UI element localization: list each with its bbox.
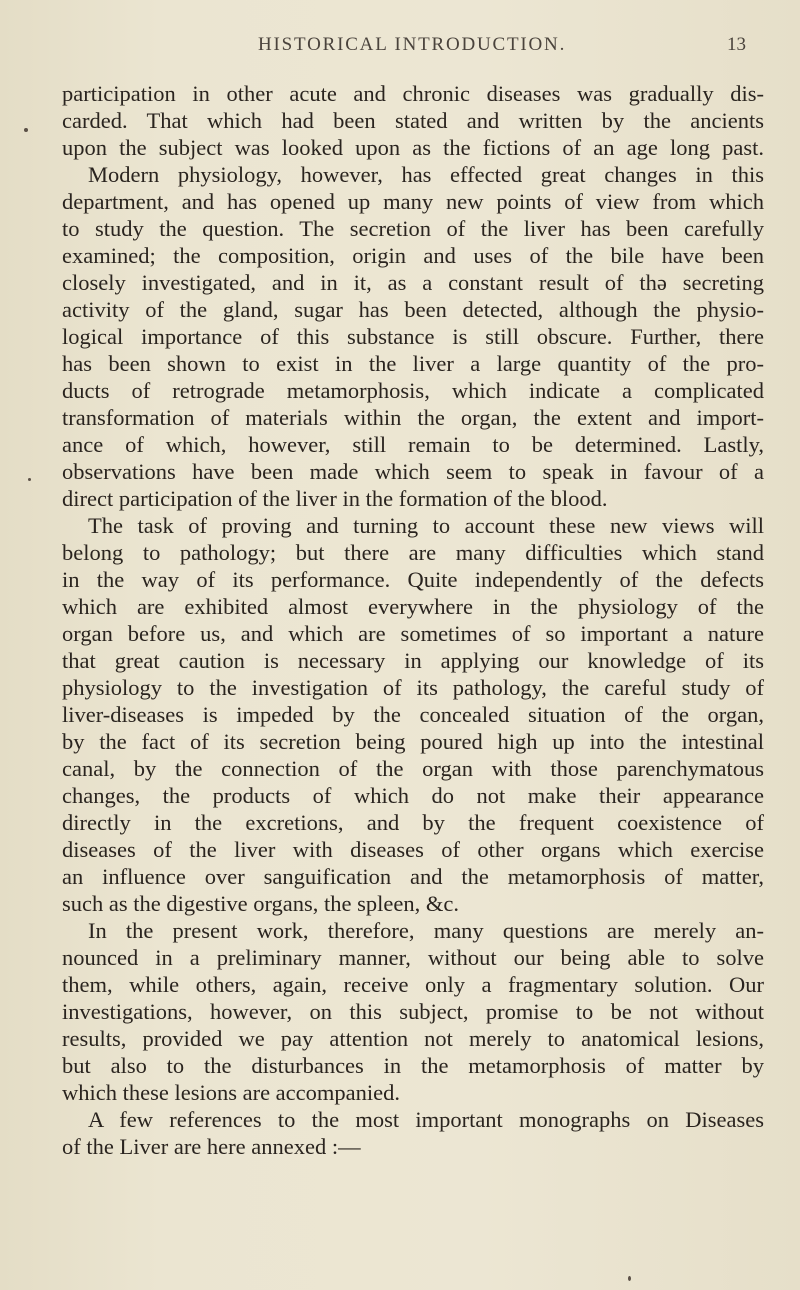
margin-speck <box>28 478 31 481</box>
text-line: ducts of retrograde metamorphosis, which indicate a complicated <box>62 378 764 403</box>
text-line: diseases of the liver with diseases of other organs which exercise <box>62 837 764 862</box>
text-line: physiology to the investigation of its pathology, the careful study of <box>62 675 764 700</box>
page-number: 13 <box>727 34 746 55</box>
text-line: of the Liver are here annexed :— <box>62 1134 361 1159</box>
text-line: to study the question. The secretion of the liver has been carefully <box>62 216 764 241</box>
text-line: organ before us, and which are sometimes of so important a nature <box>62 621 764 646</box>
page-header <box>0 34 800 64</box>
text-line: direct participation of the liver in the formation of the blood. <box>62 486 608 511</box>
text-line: canal, by the connection of the organ with those parenchymatous <box>62 756 764 781</box>
text-line: nounced in a preliminary manner, without our being able to solve <box>62 945 764 970</box>
text-line: Modern physiology, however, has effected great changes in this <box>88 162 764 187</box>
text-line: which these lesions are accompanied. <box>62 1080 400 1105</box>
margin-speck <box>24 128 28 132</box>
text-line: The task of proving and turning to account these new views will <box>88 513 764 538</box>
text-line: A few references to the most important monographs on Diseases <box>88 1107 764 1132</box>
text-line: upon the subject was looked upon as the fictions of an age long past. <box>62 135 764 160</box>
text-line: activity of the gland, sugar has been detected, although the physio- <box>62 297 764 322</box>
text-line: in the way of its performance. Quite independently of the defects <box>62 567 764 592</box>
text-line: an influence over sanguification and the metamorphosis of matter, <box>62 864 764 889</box>
text-line: has been shown to exist in the liver a large quantity of the pro- <box>62 351 764 376</box>
text-line: observations have been made which seem to speak in favour of a <box>62 459 764 484</box>
running-head: HISTORICAL INTRODUCTION. <box>258 34 567 55</box>
text-line: but also to the disturbances in the metamorphosis of matter by <box>62 1053 764 1078</box>
text-line: by the fact of its secretion being poured high up into the intestinal <box>62 729 764 754</box>
text-line: directly in the excretions, and by the frequent coexistence of <box>62 810 764 835</box>
text-line: liver-diseases is impeded by the concealed situation of the organ, <box>62 702 764 727</box>
text-line: results, provided we pay attention not merely to anatomical lesions, <box>62 1026 764 1051</box>
text-line: In the present work, therefore, many questions are merely an- <box>88 918 764 943</box>
text-line: that great caution is necessary in applying our knowledge of its <box>62 648 764 673</box>
text-line: department, and has opened up many new points of view from which <box>62 189 764 214</box>
text-line: examined; the composition, origin and uses of the bile have been <box>62 243 764 268</box>
margin-speck <box>628 1276 631 1281</box>
text-line: participation in other acute and chronic diseases was gradually dis- <box>62 81 764 106</box>
text-line: carded. That which had been stated and written by the ancients <box>62 108 764 133</box>
text-line: which are exhibited almost everywhere in the physiology of the <box>62 594 764 619</box>
text-line: belong to pathology; but there are many difficulties which stand <box>62 540 764 565</box>
text-line: such as the digestive organs, the spleen, &c. <box>62 891 459 916</box>
text-line: ance of which, however, still remain to be determined. Lastly, <box>62 432 764 457</box>
text-line: logical importance of this substance is still obscure. Further, there <box>62 324 764 349</box>
text-line: closely investigated, and in it, as a constant result of thə secreting <box>62 270 764 295</box>
text-line: transformation of materials within the organ, the extent and import- <box>62 405 764 430</box>
text-line: changes, the products of which do not make their appearance <box>62 783 764 808</box>
text-line: them, while others, again, receive only a fragmentary solution. Our <box>62 972 764 997</box>
text-line: investigations, however, on this subject, promise to be not without <box>62 999 764 1024</box>
